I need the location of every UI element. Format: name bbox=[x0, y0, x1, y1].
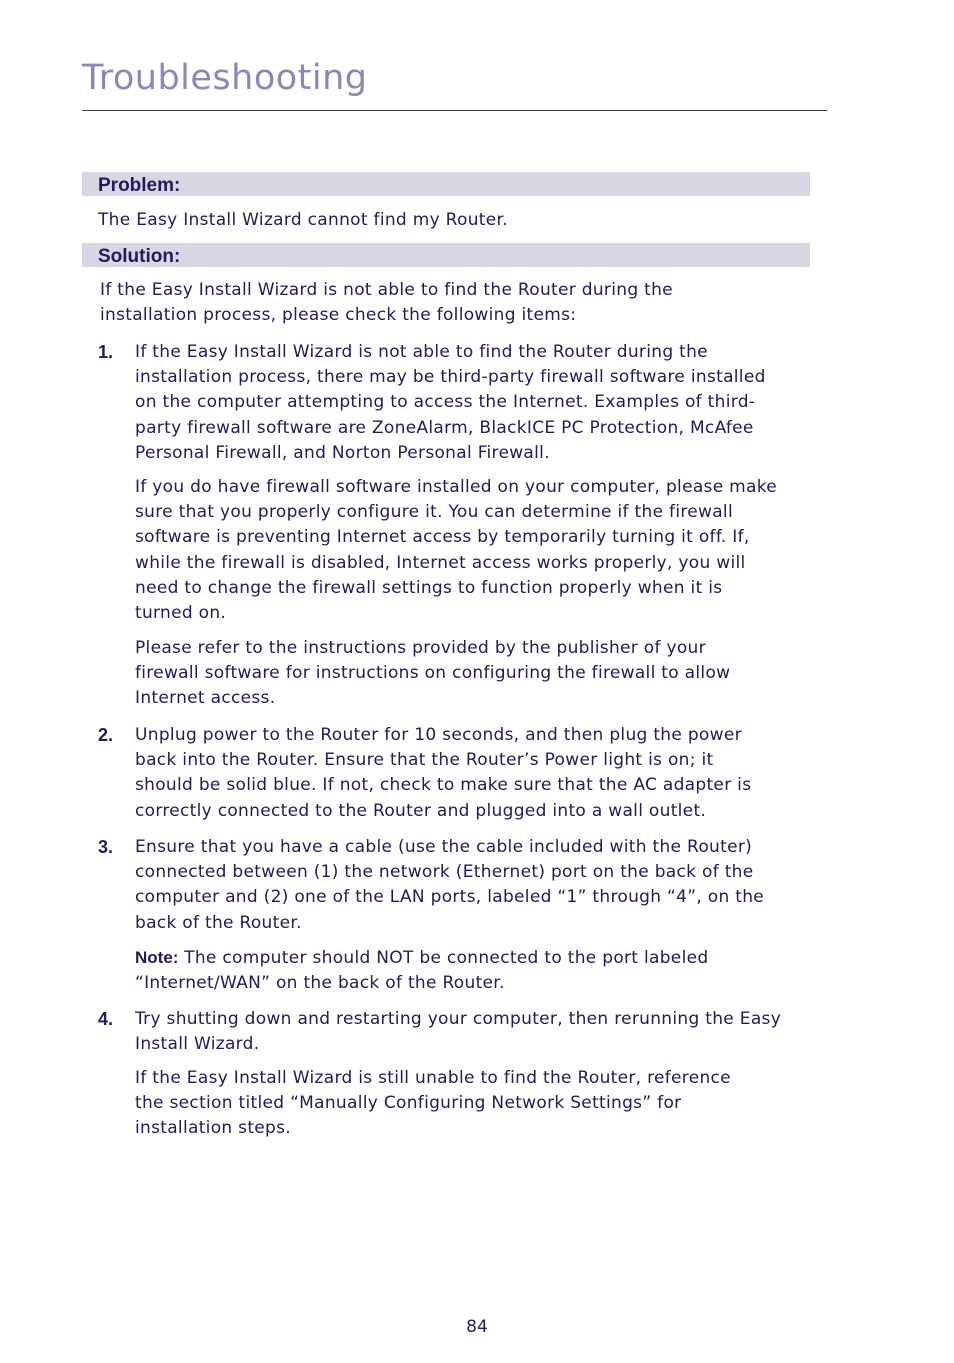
solution-header bbox=[82, 243, 810, 267]
item-4-number: 4. bbox=[98, 1009, 114, 1029]
title-divider bbox=[82, 110, 827, 111]
item-2-paragraph-1: Unplug power to the Router for 10 seconds, and then plug the power back into the Router. Ensure that the Router’s Power light is on; it should be solid blue. If not, check to make sure that the AC adapter is correctly connected to the Router and plugged into a wall outlet. bbox=[135, 725, 752, 821]
item-3-note: Note: The computer should NOT be connected to the port labeled “Internet/WAN” on the back of the Router. bbox=[135, 948, 709, 994]
item-3-paragraph-1: Ensure that you have a cable (use the cable included with the Router) connected between (1) the network (Ethernet) port on the back of the computer and (2) one of the LAN ports, labeled “1” through “4”, on the back of the Router. bbox=[135, 837, 765, 933]
item-3-number: 3. bbox=[98, 837, 114, 857]
item-4-paragraph-1: Try shutting down and restarting your computer, then rerunning the Easy Install Wizard. bbox=[135, 1009, 782, 1055]
problem-header bbox=[82, 172, 810, 196]
item-2-number: 2. bbox=[98, 725, 114, 745]
item-1-number: 1. bbox=[98, 342, 114, 362]
problem-text: The Easy Install Wizard cannot find my Router. bbox=[98, 210, 508, 230]
solution-intro: If the Easy Install Wizard is not able to find the Router during the installation process, please check the following items: bbox=[100, 280, 673, 326]
item-1-paragraph-2: If you do have firewall software installed on your computer, please make sure that you properly configure it. You can determine if the firewall software is preventing Internet access by temporarily turning it off. If, while the firewall is disabled, Internet access works properly, you will need to change the firewall settings to function properly when it is turned on. bbox=[135, 477, 778, 624]
problem-label: Problem: bbox=[98, 175, 181, 196]
item-1-paragraph-3: Please refer to the instructions provided by the publisher of your firewall software for instructions on configuring the firewall to allow Internet access. bbox=[135, 638, 731, 709]
page-number: 84 bbox=[466, 1317, 488, 1337]
solution-label: Solution: bbox=[98, 246, 181, 267]
item-4-paragraph-2: If the Easy Install Wizard is still unable to find the Router, reference the section titled “Manually Configuring Network Settings” for installation steps. bbox=[135, 1068, 731, 1139]
note-label: Note: bbox=[135, 948, 179, 967]
page-title: Troubleshooting bbox=[82, 58, 368, 98]
item-1-paragraph-1: If the Easy Install Wizard is not able to find the Router during the installation process, there may be third-party firewall software installed on the computer attempting to access the Internet. Examples of third- party firewall software are ZoneAlarm, BlackICE PC Protection, McAfee Personal Firewall, and Norton Personal Firewall. bbox=[135, 342, 766, 463]
